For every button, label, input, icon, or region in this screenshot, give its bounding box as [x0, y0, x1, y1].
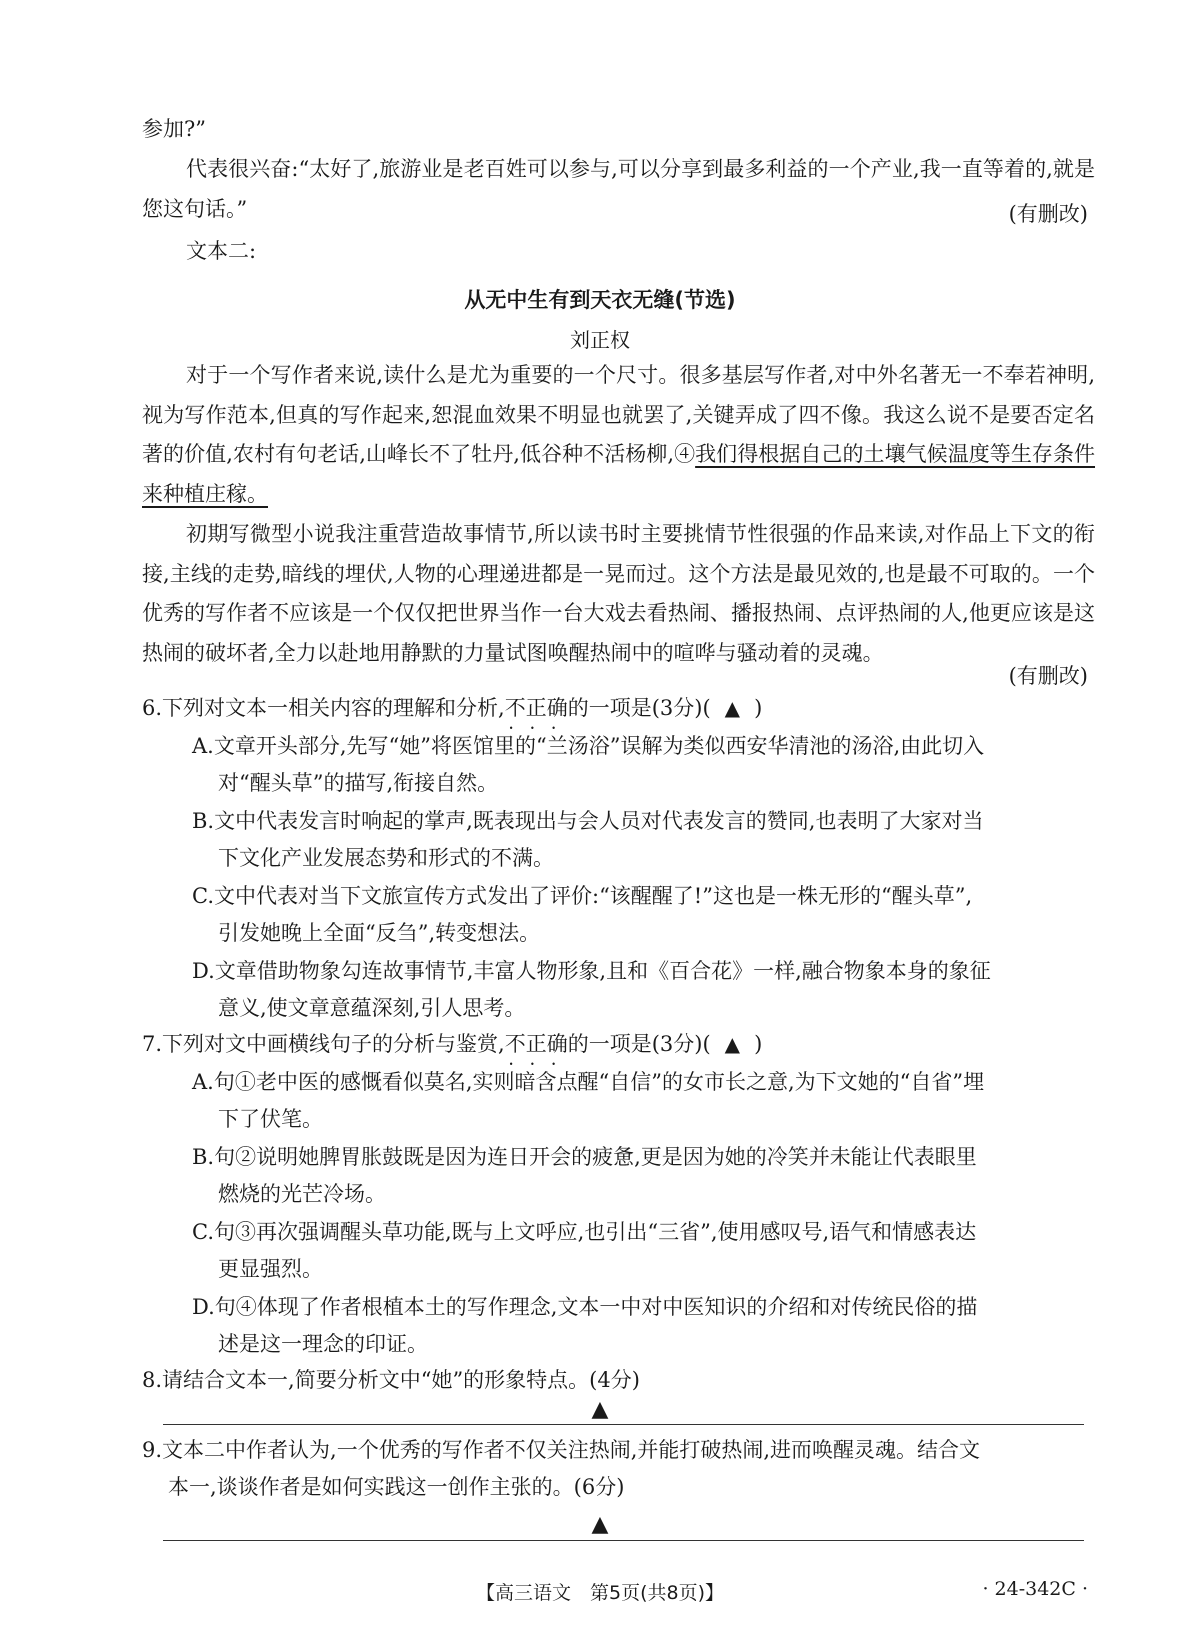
text-one-tail-line: 参加?”	[142, 117, 206, 141]
text-one-tail-paragraph: 代表很兴奋:“太好了,旅游业是老百姓可以参与,可以分享到最多利益的一个产业,我一直等着的,就是您这句话。”	[142, 157, 1095, 221]
q6-option-c[interactable]	[192, 878, 1102, 952]
q6-option-c-line2: 引发她晚上全面“反刍”,转变想法。	[218, 921, 541, 945]
question-8-stem: 8.请结合文本一,简要分析文中“她”的形象特点。(4分)	[142, 1368, 640, 1392]
q7-answer-mark[interactable]: ▲	[724, 1032, 741, 1056]
q7-option-d-line1: D.句④体现了作者根植本土的写作理念,文本一中对中医知识的介绍和对传统民俗的描	[192, 1295, 978, 1319]
q9-answer-mark[interactable]: ▲	[591, 1512, 609, 1537]
q7-stem-text: 7.下列对文中画横线句子的分析与鉴赏,	[142, 1032, 505, 1056]
paragraph-1-text: 对于一个写作者来说,读什么是尤为重要的一个尺寸。很多基层写作者,对中外名著无一不奉若神明,视为写作范本,但真的写作起来,恕混血效果不明显也就罢了,关键弄成了四不像。我这么说不是要否定名著的价值,农村有句老话,山峰长不了牡丹,低谷种不活杨柳,④	[142, 363, 1095, 466]
q6-stem-text: 6.下列对文本一相关内容的理解和分析,	[142, 696, 505, 720]
text-two-title: 从无中生有到天衣无缝(节选)	[464, 288, 736, 312]
question-9-stem-line2: 本一,谈谈作者是如何实践这一创作主张的。(6分)	[168, 1475, 625, 1499]
q7-option-a-line2: 下了伏笔。	[218, 1107, 323, 1131]
q7-option-c[interactable]	[192, 1214, 1102, 1288]
q6-option-c-line1: C.文中代表对当下文旅宣传方式发出了评价:“该醒醒了!”这也是一株无形的“醒头草”,	[192, 884, 973, 908]
q6-stem-score: 的一项是(3分)(	[567, 696, 711, 720]
q6-option-a-line2: 对“醒头草”的描写,衔接自然。	[218, 771, 499, 795]
q7-option-b-line2: 燃烧的光芒冷场。	[218, 1182, 386, 1206]
q7-option-a[interactable]	[192, 1064, 1102, 1138]
edited-note-2: (有删改)	[1008, 664, 1088, 688]
q9-answer-line[interactable]	[163, 1540, 1084, 1541]
q6-option-b-line2: 下文化产业发展态势和形式的不满。	[218, 846, 554, 870]
question-9-stem-line1: 9.文本二中作者认为,一个优秀的写作者不仅关注热闹,并能打破热闹,进而唤醒灵魂。结合文	[142, 1438, 981, 1462]
q7-option-a-line1: A.句①老中医的感慨看似莫名,实则暗含点醒“自信”的女市长之意,为下文她的“自省”埋	[192, 1070, 985, 1094]
q7-option-b[interactable]	[192, 1139, 1102, 1213]
question-6-stem	[142, 690, 1102, 727]
q7-option-c-line1: C.句③再次强调醒头草功能,既与上文呼应,也引出“三省”,使用感叹号,语气和情感表达	[192, 1220, 977, 1244]
text-two-label: 文本二:	[186, 239, 257, 263]
q6-option-d-line2: 意义,使文章意蕴深刻,引人思考。	[218, 996, 526, 1020]
text-two-paragraph-1	[142, 356, 1095, 514]
q6-option-a-line1: A.文章开头部分,先写“她”将医馆里的“兰汤浴”误解为类似西安华清池的汤浴,由此切入	[192, 734, 985, 758]
q7-option-c-line2: 更显强烈。	[218, 1257, 323, 1281]
q7-stem-score: 的一项是(3分)(	[567, 1032, 711, 1056]
edited-note-1: (有删改)	[1008, 202, 1088, 226]
q6-option-d[interactable]	[192, 953, 1102, 1027]
text-two-paragraph-2: 初期写微型小说我注重营造故事情节,所以读书时主要挑情节性很强的作品来读,对作品上下文的衔接,主线的走势,暗线的埋伏,人物的心理递进都是一晃而过。这个方法是最见效的,也是最不可取的。一个优秀的写作者不应该是一个仅仅把世界当作一台大戏去看热闹、播报热闹、点评热闹的人,他更应该是这热闹的破坏者,全力以赴地用静默的力量试图唤醒热闹中的喧哗与骚动着的灵魂。	[142, 522, 1095, 665]
q6-option-d-line1: D.文章借助物象勾连故事情节,丰富人物形象,且和《百合花》一样,融合物象本身的象征	[192, 959, 991, 983]
q6-option-b[interactable]	[192, 803, 1102, 877]
q6-emphasis-dotted: 不正确 • • •	[505, 696, 568, 720]
q7-option-d[interactable]	[192, 1289, 1102, 1363]
q6-option-a[interactable]	[192, 728, 1102, 802]
text-two-author: 刘正权	[570, 328, 630, 352]
q8-answer-mark[interactable]: ▲	[591, 1397, 609, 1422]
q7-stem-close: )	[754, 1032, 763, 1056]
q6-stem-close: )	[754, 696, 763, 720]
page-footer-code: · 24-342C ·	[982, 1578, 1088, 1600]
q6-option-b-line1: B.文中代表发言时响起的掌声,既表现出与会人员对代表发言的赞同,也表明了大家对当	[192, 809, 984, 833]
q8-answer-line[interactable]	[163, 1424, 1084, 1425]
q7-option-d-line2: 述是这一理念的印证。	[218, 1332, 428, 1356]
question-7-stem	[142, 1026, 1102, 1063]
q6-answer-mark[interactable]: ▲	[724, 696, 741, 720]
q7-emphasis-dotted: 不正确 • • •	[505, 1032, 568, 1056]
q7-option-b-line1: B.句②说明她脾胃胀鼓既是因为连日开会的疲惫,更是因为她的冷笑并未能让代表眼里	[192, 1145, 977, 1169]
page-footer-label: 【高三语文 第5页(共8页)】	[475, 1582, 724, 1604]
underlined-sentence-4: 我们得根据自己的土壤气候温度等生存条件来种植庄稼。	[142, 442, 1096, 506]
